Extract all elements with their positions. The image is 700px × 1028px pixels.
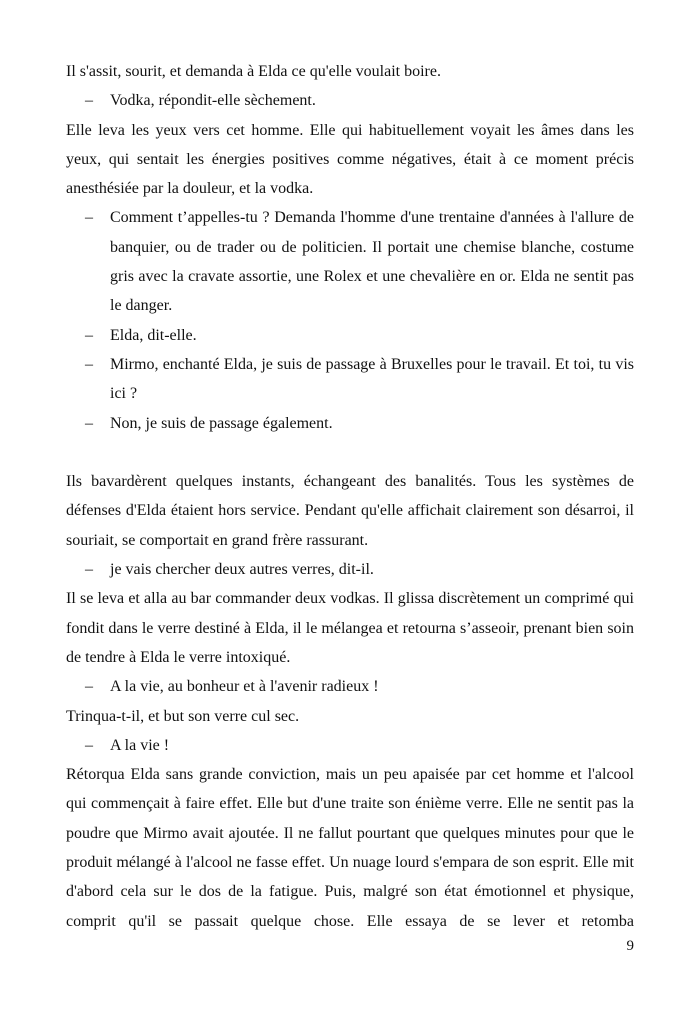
paragraph: Rétorqua Elda sans grande conviction, mais un peu apaisée par cet homme et l'alcool qui commençait à faire effet. Elle but d'une traite son énième verre. Elle ne sentit pas la poudre que Mirmo avait ajoutée. Il ne fallut pourtant que quelques minutes pour que le produit mélangé à l'alcool ne fasse effet. Un nuage lourd s'empara de son esprit. Elle mit d'abord cela sur le dos de la fatigue. Puis, malgré son état émotionnel et physique, comprit qu'il se passait quelque chose. Elle essaya de se lever et retomba <box>66 766 634 930</box>
paragraph: Il s'assit, sourit, et demanda à Elda ce qu'elle voulait boire. <box>66 63 441 80</box>
dialogue-line <box>66 86 634 115</box>
paragraph: Ils bavardèrent quelques instants, échangeant des banalités. Tous les systèmes de défenses d'Elda étaient hors service. Pendant qu'elle affichait clairement son désarroi, il souriait, se comportait en grand frère rassurant. <box>66 473 634 549</box>
dialogue-text: Comment t’appelles-tu ? Demanda l'homme d'une trentaine d'années à l'allure de banquier, ou de trader ou de politicien. Il portait une chemise blanche, costume gris avec la cravate assortie, une Rolex et une chevalière en or. Elda ne sentit pas le danger. <box>110 209 634 315</box>
blank-line <box>66 438 634 467</box>
dialogue-line <box>66 409 634 438</box>
dialogue-text: A la vie ! <box>110 736 170 754</box>
dialogue-dash: – <box>85 736 93 754</box>
dialogue-line <box>66 321 634 350</box>
dialogue-dash: – <box>85 326 93 344</box>
dialogue-text: je vais chercher deux autres verres, dit-il. <box>110 561 374 579</box>
dialogue-line <box>66 203 634 320</box>
dialogue-line <box>66 350 634 409</box>
paragraph: Il se leva et alla au bar commander deux vodkas. Il glissa discrètement un comprimé qui fondit dans le verre destiné à Elda, il le mélangea et retourna s’asseoir, prenant bien soin de tendre à Elda le verre intoxiqué. <box>66 590 634 666</box>
dialogue-line <box>66 731 634 760</box>
dialogue-dash: – <box>85 355 93 373</box>
dialogue-line <box>66 672 634 701</box>
dialogue-dash: – <box>85 414 93 432</box>
paragraph: Trinqua-t-il, et but son verre cul sec. <box>66 707 300 725</box>
paragraph: Elle leva les yeux vers cet homme. Elle qui habituellement voyait les âmes dans les yeux, qui sentait les énergies positives comme négatives, était à ce moment précis anesthésiée par la douleur, et la vodka. <box>66 121 634 198</box>
dialogue-text: Mirmo, enchanté Elda, je suis de passage à Bruxelles pour le travail. Et toi, tu vis ici ? <box>110 355 634 403</box>
dialogue-line <box>66 555 634 584</box>
dialogue-text: Non, je suis de passage également. <box>110 414 333 432</box>
dialogue-text: A la vie, au bonheur et à l'avenir radieux ! <box>110 678 379 696</box>
body-text <box>66 57 634 936</box>
dialogue-dash: – <box>85 209 93 227</box>
page-number: 9 <box>626 938 634 954</box>
dialogue-text: Vodka, répondit-elle sèchement. <box>110 92 316 110</box>
dialogue-dash: – <box>85 561 93 579</box>
dialogue-dash: – <box>85 678 93 696</box>
dialogue-dash: – <box>85 92 93 110</box>
dialogue-text: Elda, dit-elle. <box>110 326 197 344</box>
